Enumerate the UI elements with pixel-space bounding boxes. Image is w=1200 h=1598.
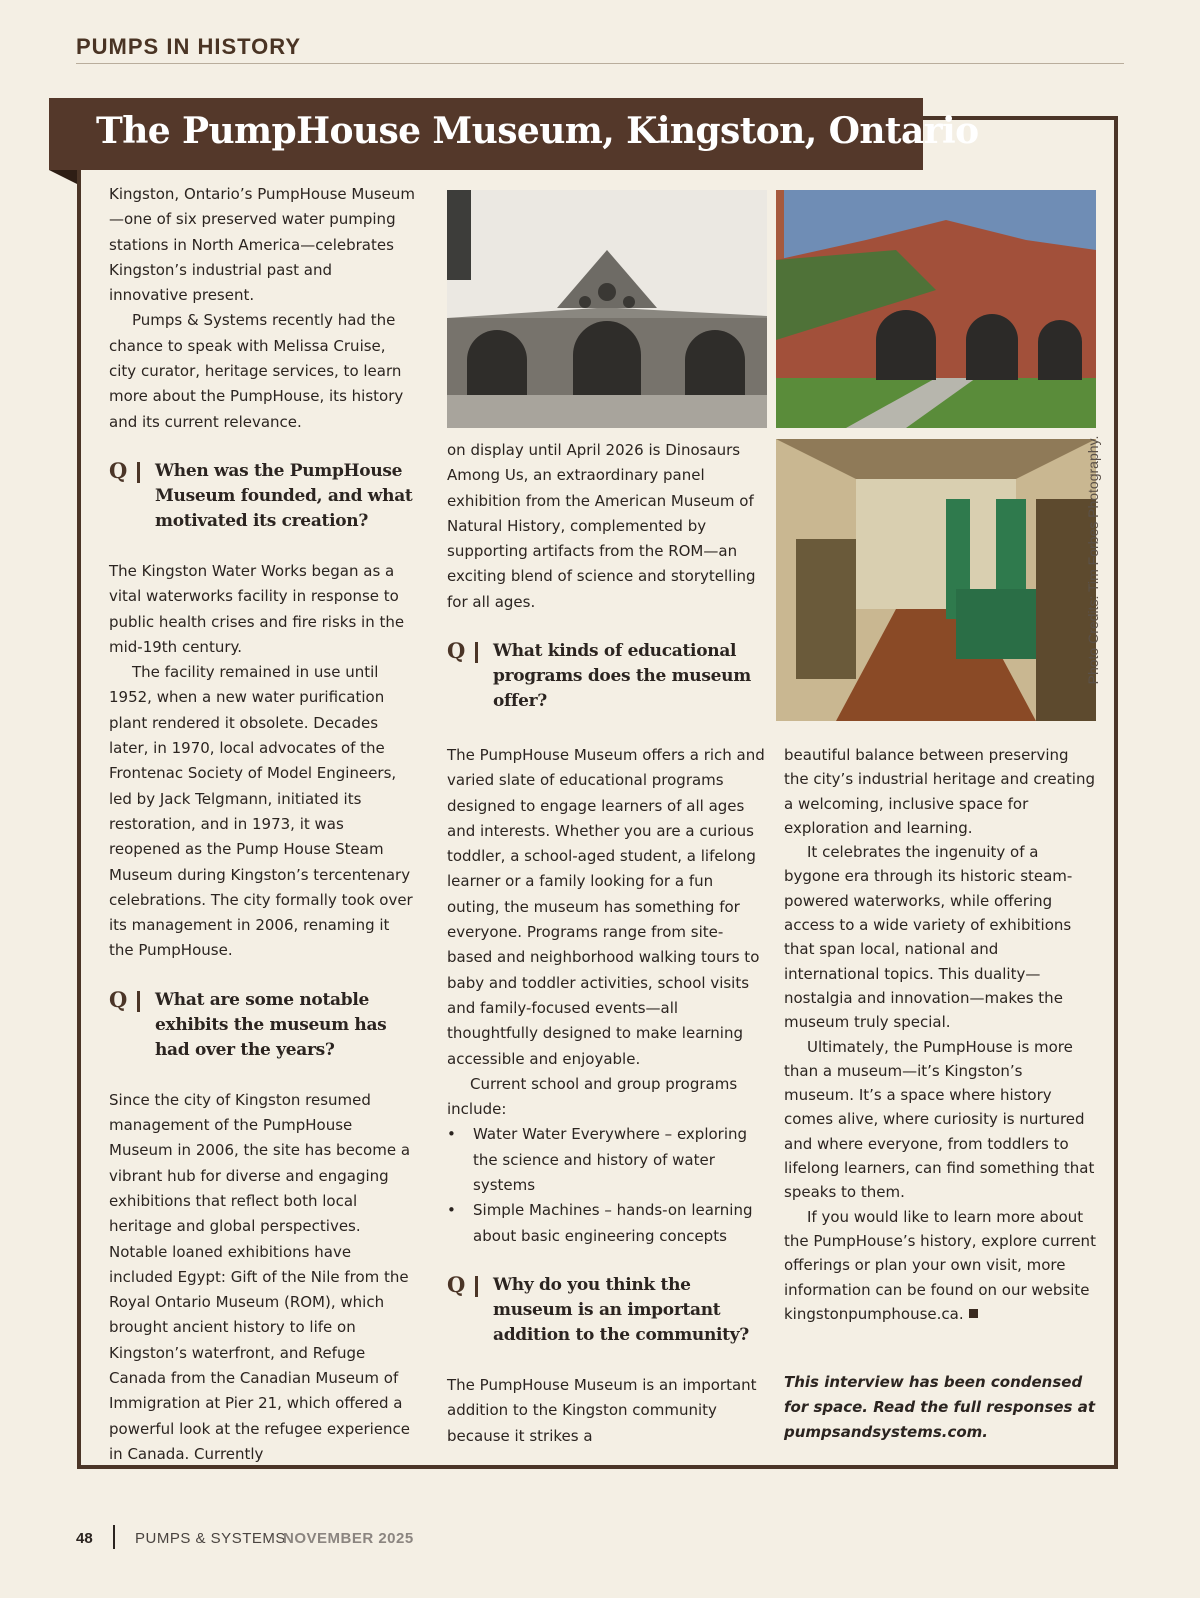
end-mark-icon: [969, 1309, 978, 1318]
answer-paragraph: The PumpHouse Museum offers a rich and varied slate of educational programs designed to engage learners of all ages and interests. Whether you are a curious toddler, a school-aged student, a lifelong learner or a family looking for a fun outing, the museum has something for everyone. Programs range from site-based and neighborhood walking tours to baby and toddler activities, school visits and family-focused events—all thoughtfully designed to make learning accessible and enjoyable.: [447, 746, 765, 1068]
answer-paragraph: It celebrates the ingenuity of a bygone era through its historic steam-powered waterworks, while offering access to a wide variety of exhibitions that span local, national and international topics. This duality—nostalgia and innovation—makes the museum truly special.: [784, 843, 1073, 1032]
question-heading: [109, 459, 415, 534]
answer-paragraph: The Kingston Water Works began as a vital waterworks facility in response to public health crises and fire risks in the mid-19th century.: [109, 561, 405, 656]
q-marker: Q: [109, 986, 128, 1012]
section-divider: [76, 63, 1124, 64]
column-2-lower: [447, 743, 765, 1449]
q-marker: Q: [447, 638, 466, 664]
answer-paragraph: The facility remained in use until 1952, when a new water purification plant rendered it obsolete. Decades later, in 1970, local advocates of the Frontenac Society of Model Engineers, led by Jack Telgmann, initiated its restoration, and in 1973, it was reopened as the Pump House Steam Museum during Kingston’s tercentenary celebrations. The city formally took over its management in 2006, renaming it the PumpHouse.: [109, 663, 413, 960]
bullet-icon: •: [447, 1125, 456, 1144]
section-label: PUMPS IN HISTORY: [76, 34, 302, 59]
column-2: [447, 438, 765, 714]
q-divider: [137, 991, 140, 1012]
q-marker: Q: [447, 1271, 466, 1297]
q-divider: [137, 462, 140, 483]
answer-paragraph: Current school and group programs include:: [447, 1074, 738, 1119]
exterior-photo-color: [776, 190, 1096, 428]
article-title: The PumpHouse Museum, Kingston, Ontario: [96, 110, 979, 152]
question-heading: [447, 639, 765, 714]
q-divider: [475, 642, 478, 663]
program-list: [447, 1122, 765, 1248]
q-divider: [475, 1276, 478, 1297]
q-marker: Q: [109, 457, 128, 483]
column-3: [784, 743, 1096, 1445]
interior-photo-color: [776, 439, 1096, 721]
column-1: [109, 182, 415, 1467]
closing-note: This interview has been condensed for space. Read the full responses at pumpsandsystems.com.: [784, 1373, 1096, 1442]
answer-paragraph: The PumpHouse Museum is an important addition to the Kingston community because it strikes a: [447, 1375, 757, 1445]
historic-photo-bw: [447, 190, 767, 428]
question-heading: [109, 988, 415, 1063]
bullet-icon: •: [447, 1201, 456, 1220]
question-text: What are some notable exhibits the museum has had over the years?: [155, 989, 387, 1060]
answer-paragraph: beautiful balance between preserving the city’s industrial heritage and creating a welcoming, inclusive space for exploration and learning.: [784, 746, 1096, 837]
page-number: 48: [76, 1530, 93, 1547]
publication-name: PUMPS & SYSTEMS: [135, 1530, 286, 1547]
answer-paragraph: Since the city of Kingston resumed management of the PumpHouse Museum in 2006, the site has become a vibrant hub for diverse and engaging exhibitions that reflect both local heritage and global perspectives. Notable loaned exhibitions have included Egypt: Gift of the Nile from the Royal Ontario Museum (ROM), which brought ancient history to life on Kingston’s waterfront, and Refuge Canada from the Canadian Museum of Immigration at Pier 21, which offered a powerful look at the refugee experience in Canada. Currently: [109, 1090, 411, 1463]
answer-paragraph: Ultimately, the PumpHouse is more than a museum—it’s Kingston’s museum. It’s a space where history comes alive, where curiosity is nurtured and where everyone, from toddlers to lifelong learners, can find something that speaks to them.: [784, 1037, 1095, 1202]
issue-date: NOVEMBER 2025: [283, 1530, 414, 1547]
question-text: What kinds of educational programs does the museum offer?: [493, 641, 751, 712]
question-text: Why do you think the museum is an important addition to the community?: [493, 1274, 749, 1345]
intro-paragraph: Kingston, Ontario’s PumpHouse Museum—one of six preserved water pumping stations in North America—celebrates Kingston’s industrial past and innovative present.: [109, 185, 416, 305]
list-item: • Simple Machines – hands-on learning about basic engineering concepts: [447, 1198, 765, 1249]
footer-divider: [113, 1525, 115, 1549]
list-item: • Water Water Everywhere – exploring the science and history of water systems: [447, 1122, 765, 1198]
question-text: When was the PumpHouse Museum founded, and what motivated its creation?: [155, 460, 413, 531]
title-banner-fold: [49, 170, 77, 184]
question-heading: [447, 1273, 765, 1348]
answer-paragraph: If you would like to learn more about the PumpHouse’s history, explore current offerings or plan your own visit, more information can be found on our website kingstonpumphouse.ca.: [784, 1207, 1096, 1323]
intro-paragraph: Pumps & Systems recently had the chance to speak with Melissa Cruise, city curator, heritage services, to learn more about the PumpHouse, its history and its current relevance.: [109, 311, 404, 431]
answer-paragraph: on display until April 2026 is Dinosaurs Among Us, an extraordinary panel exhibition from the American Museum of Natural History, complemented by supporting artifacts from the ROM—an exciting blend of science and storytelling for all ages.: [447, 441, 756, 611]
